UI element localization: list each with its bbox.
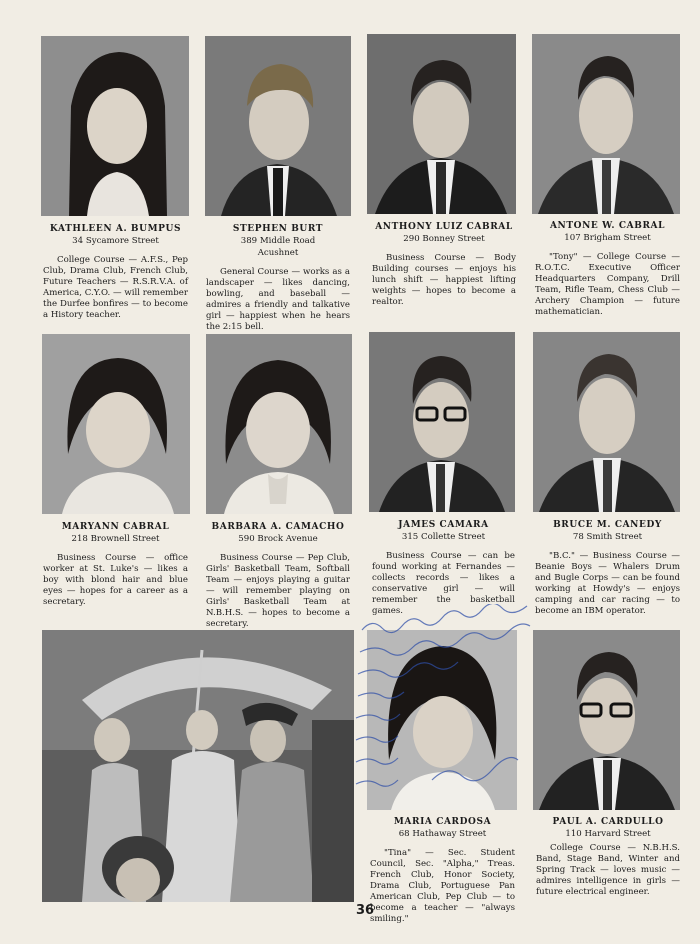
student-description: "B.C." — Business Course — Beanie Boys — Whalers Drum and Bugle Corps — can be found working at Howdy's — enjoys camping and car racing — to become an IBM operator. <box>535 551 680 616</box>
portrait-girl-flip-hair <box>206 334 352 514</box>
student-name: JAMES CAMARA <box>398 520 489 530</box>
student-entry-bruce-canedy <box>535 520 680 617</box>
student-description: College Course — N.B.H.S. Band, Stage Band, Winter and Spring Track — loves music — admires intelligence in girls — future electrical engineer. <box>536 843 680 897</box>
student-address: 389 Middle Road <box>240 236 316 246</box>
student-description: Business Course — can be found working at Fernandes — collects records — likes a conservative girl — will remember the basketball games. <box>372 551 515 616</box>
portrait-photo-paul-cardullo <box>533 630 680 810</box>
student-name: PAUL A. CARDULLO <box>552 817 664 827</box>
portrait-photo-kathleen-bumpus <box>41 36 189 216</box>
student-address: 107 Brigham Street <box>564 233 651 243</box>
student-entry-paul-cardullo <box>536 817 680 898</box>
student-address: 78 Smith Street <box>572 532 643 542</box>
handwritten-autograph <box>352 604 542 800</box>
student-address: 315 Collette Street <box>401 532 486 542</box>
portrait-boy-suit <box>533 332 680 512</box>
student-address: 590 Brock Avenue <box>238 534 318 544</box>
student-name: MARYANN CABRAL <box>61 522 170 532</box>
student-address: 218 Brownell Street <box>71 534 160 544</box>
portrait-boy-glasses <box>369 332 515 512</box>
portrait-photo-maryann-cabral <box>42 334 190 514</box>
candid-umbrella-crowd-scene <box>42 630 354 902</box>
student-entry-kathleen-bumpus <box>43 224 188 321</box>
portrait-boy-wavy-hair <box>205 36 351 216</box>
student-address: 290 Bonney Street <box>403 234 485 244</box>
student-description: Business Course — Pep Club, Girls' Basketball Team, Softball Team — enjoys playing a guitar — will remember playing on Girls' Basketball Team at N.B.H.S. — hopes to become a secretary. <box>206 553 350 629</box>
student-name: BRUCE M. CANEDY <box>553 520 662 530</box>
portrait-photo-james-camara <box>369 332 515 512</box>
portrait-boy-glasses <box>533 630 680 810</box>
student-name: ANTHONY LUIZ CABRAL <box>375 222 513 232</box>
student-description: "Tina" — Sec. Student Council, Sec. "Alpha," Treas. French Club, Honor Society, Drama Club, Portuguese Pan American Club, Pep Club — to become a teacher — "always smiling." <box>370 848 515 924</box>
portrait-girl-bob-hair <box>42 334 190 514</box>
portrait-photo-barbara-camacho <box>206 334 352 514</box>
student-entry-james-camara <box>372 520 515 617</box>
student-entry-barbara-camacho <box>206 522 350 630</box>
student-name: MARIA CARDOSA <box>393 817 492 827</box>
student-name: STEPHEN BURT <box>232 224 324 234</box>
student-entry-antone-cabral <box>535 221 680 318</box>
portrait-boy-dark-hair <box>367 34 516 214</box>
student-entry-stephen-burt <box>206 224 350 333</box>
portrait-photo-anthony-cabral <box>367 34 516 214</box>
student-address: 34 Sycamore Street <box>72 236 159 246</box>
student-name: BARBARA A. CAMACHO <box>211 522 345 532</box>
portrait-photo-stephen-burt <box>205 36 351 216</box>
portrait-photo-antone-cabral <box>532 34 680 214</box>
student-description: Business Course — office worker at St. Luke's — likes a boy with blond hair and blue eyes — hopes for a career as a secretary. <box>43 553 188 607</box>
student-address-town: Acushnet <box>257 248 299 258</box>
student-entry-anthony-cabral <box>372 222 516 308</box>
student-description: "Tony" — College Course — R.O.T.C. Executive Officer Headquarters Company, Drill Team, Rifle Team, Chess Club — Archery Champion — future mathematician. <box>535 252 680 317</box>
student-entry-maryann-cabral <box>43 522 188 608</box>
portrait-photo-bruce-canedy <box>533 332 680 512</box>
candid-photo-umbrella-crowd <box>42 630 354 902</box>
student-name: ANTONE W. CABRAL <box>549 221 666 231</box>
page-number: 36 <box>356 903 375 918</box>
student-description: Business Course — Body Building courses — enjoys his lunch shift — happiest lifting weights — hopes to become a realtor. <box>372 253 516 307</box>
student-description: General Course — works as a landscaper — likes dancing, bowling, and baseball — admires a friendly and talkative girl — happiest when he hears the 2:15 bell. <box>206 267 350 332</box>
student-address: 110 Harvard Street <box>565 829 651 839</box>
student-address: 68 Hathaway Street <box>398 829 487 839</box>
student-entry-maria-cardosa <box>370 817 515 925</box>
portrait-boy-suit <box>532 34 680 214</box>
student-name: KATHLEEN A. BUMPUS <box>49 224 182 234</box>
student-description: College Course — A.F.S., Pep Club, Drama Club, French Club, Future Teachers — R.S.R.V.A. of America, C.Y.O. — will remember the Durfee bonfires — to become a History teacher. <box>43 255 188 320</box>
portrait-girl-long-hair <box>41 36 189 216</box>
